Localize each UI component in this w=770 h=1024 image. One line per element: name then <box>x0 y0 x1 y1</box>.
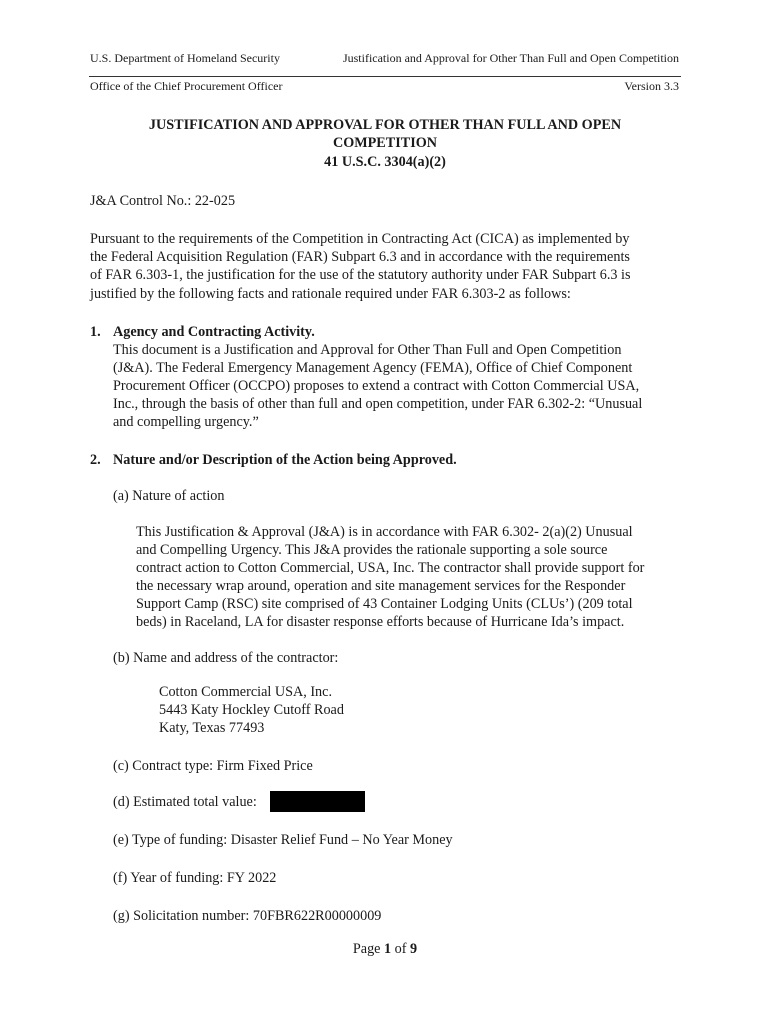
header-divider <box>89 76 681 77</box>
item-a-line-1: This Justification & Approval (J&A) is in accordance with FAR 6.302- 2(a)(2) Unusual <box>136 524 633 540</box>
item-f-funding-year: (f) Year of funding: FY 2022 <box>113 870 277 886</box>
item-a-line-2: and Compelling Urgency. This J&A provides the rationale supporting a sole source <box>136 542 608 558</box>
section-1-line-3: Procurement Officer (OCCPO) proposes to extend a contract with Cotton Commercial USA, <box>113 378 640 394</box>
header-department: U.S. Department of Homeland Security <box>90 51 280 65</box>
page-total: 9 <box>410 941 418 957</box>
item-d-estimated-value: (d) Estimated total value: <box>113 794 257 810</box>
item-a-line-3: contract action to Cotton Commercial, USA, Inc. The contractor shall provide support for <box>136 560 645 576</box>
contractor-street: 5443 Katy Hockley Cutoff Road <box>159 702 344 718</box>
title-line-3: 41 U.S.C. 3304(a)(2) <box>324 154 446 170</box>
section-2-heading: Nature and/or Description of the Action being Approved. <box>113 452 457 468</box>
header-document-type: Justification and Approval for Other Than Full and Open Competition <box>342 51 679 65</box>
item-a-line-6: beds) in Raceland, LA for disaster response efforts because of Hurricane Ida’s impact. <box>136 614 625 630</box>
contractor-name: Cotton Commercial USA, Inc. <box>159 684 332 700</box>
item-g-solicitation-number: (g) Solicitation number: 70FBR622R00000009 <box>113 908 382 924</box>
section-1-line-2: (J&A). The Federal Emergency Management Agency (FEMA), Office of Chief Component <box>113 360 633 376</box>
item-a-line-5: Support Camp (RSC) site comprised of 43 Container Lodging Units (CLUs’) (209 total <box>136 596 633 612</box>
item-a-label: (a) Nature of action <box>113 488 225 504</box>
page-current: 1 <box>384 941 392 957</box>
item-b-label: (b) Name and address of the contractor: <box>113 650 339 666</box>
item-c-contract-type: (c) Contract type: Firm Fixed Price <box>113 758 313 774</box>
section-1-line-4: Inc., through the basis of other than full and open competition, under FAR 6.302-2: “Unusual <box>113 396 643 412</box>
section-1-line-1: This document is a Justification and Approval for Other Than Full and Open Competition <box>113 342 622 358</box>
page-prefix: Page <box>352 941 385 957</box>
intro-line-1: Pursuant to the requirements of the Competition in Contracting Act (CICA) as implemented by <box>90 231 630 247</box>
intro-line-2: the Federal Acquisition Regulation (FAR) Subpart 6.3 and in accordance with the requirements <box>90 249 630 265</box>
header-office: Office of the Chief Procurement Officer <box>90 79 283 93</box>
contractor-city: Katy, Texas 77493 <box>159 720 265 736</box>
section-1-number: 1. <box>90 324 101 340</box>
intro-line-4: justified by the following facts and rationale required under FAR 6.303-2 as follows: <box>90 286 571 302</box>
page-number <box>0 940 770 958</box>
header-version: Version 3.3 <box>624 79 679 93</box>
page-of: of <box>391 941 411 957</box>
section-2-number: 2. <box>90 452 101 468</box>
redaction-box <box>270 791 365 812</box>
item-e-funding-type: (e) Type of funding: Disaster Relief Fund – No Year Money <box>113 832 453 848</box>
item-a-line-4: the necessary wrap around, operation and site management services for the Responder <box>136 578 626 594</box>
intro-line-3: of FAR 6.303-1, the justification for the use of the statutory authority under FAR Subpart 6.3 is <box>90 267 631 283</box>
title-line-2: COMPETITION <box>332 135 438 151</box>
section-1-heading: Agency and Contracting Activity. <box>113 324 315 340</box>
control-number: J&A Control No.: 22-025 <box>90 193 236 209</box>
section-1-line-5: and compelling urgency.” <box>113 414 259 430</box>
title-line-1: JUSTIFICATION AND APPROVAL FOR OTHER THAN FULL AND OPEN <box>148 117 622 133</box>
